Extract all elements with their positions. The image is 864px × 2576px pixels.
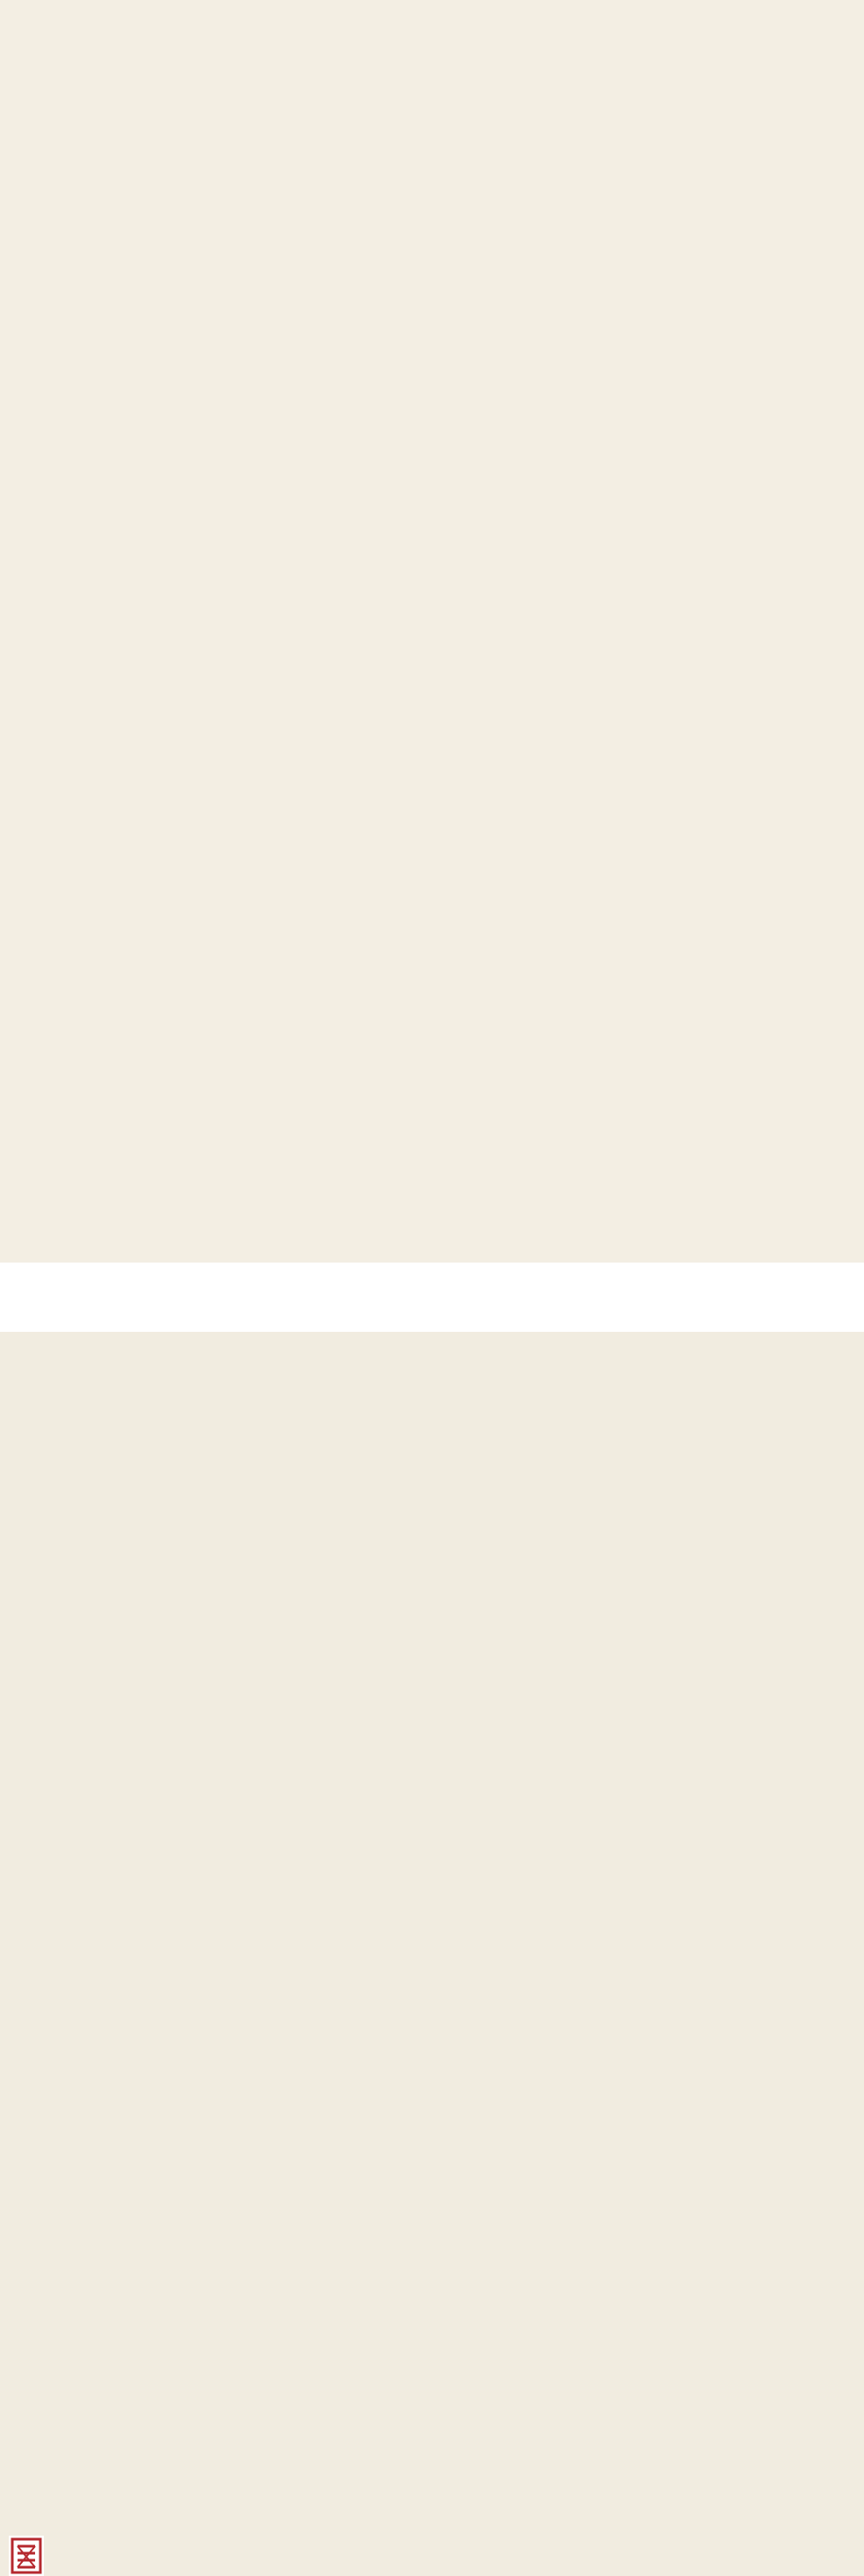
scanned-page <box>0 0 864 1263</box>
footer-bar <box>0 1263 864 1332</box>
university-library-logo-icon <box>9 2536 44 2576</box>
drop-cap <box>168 619 218 679</box>
